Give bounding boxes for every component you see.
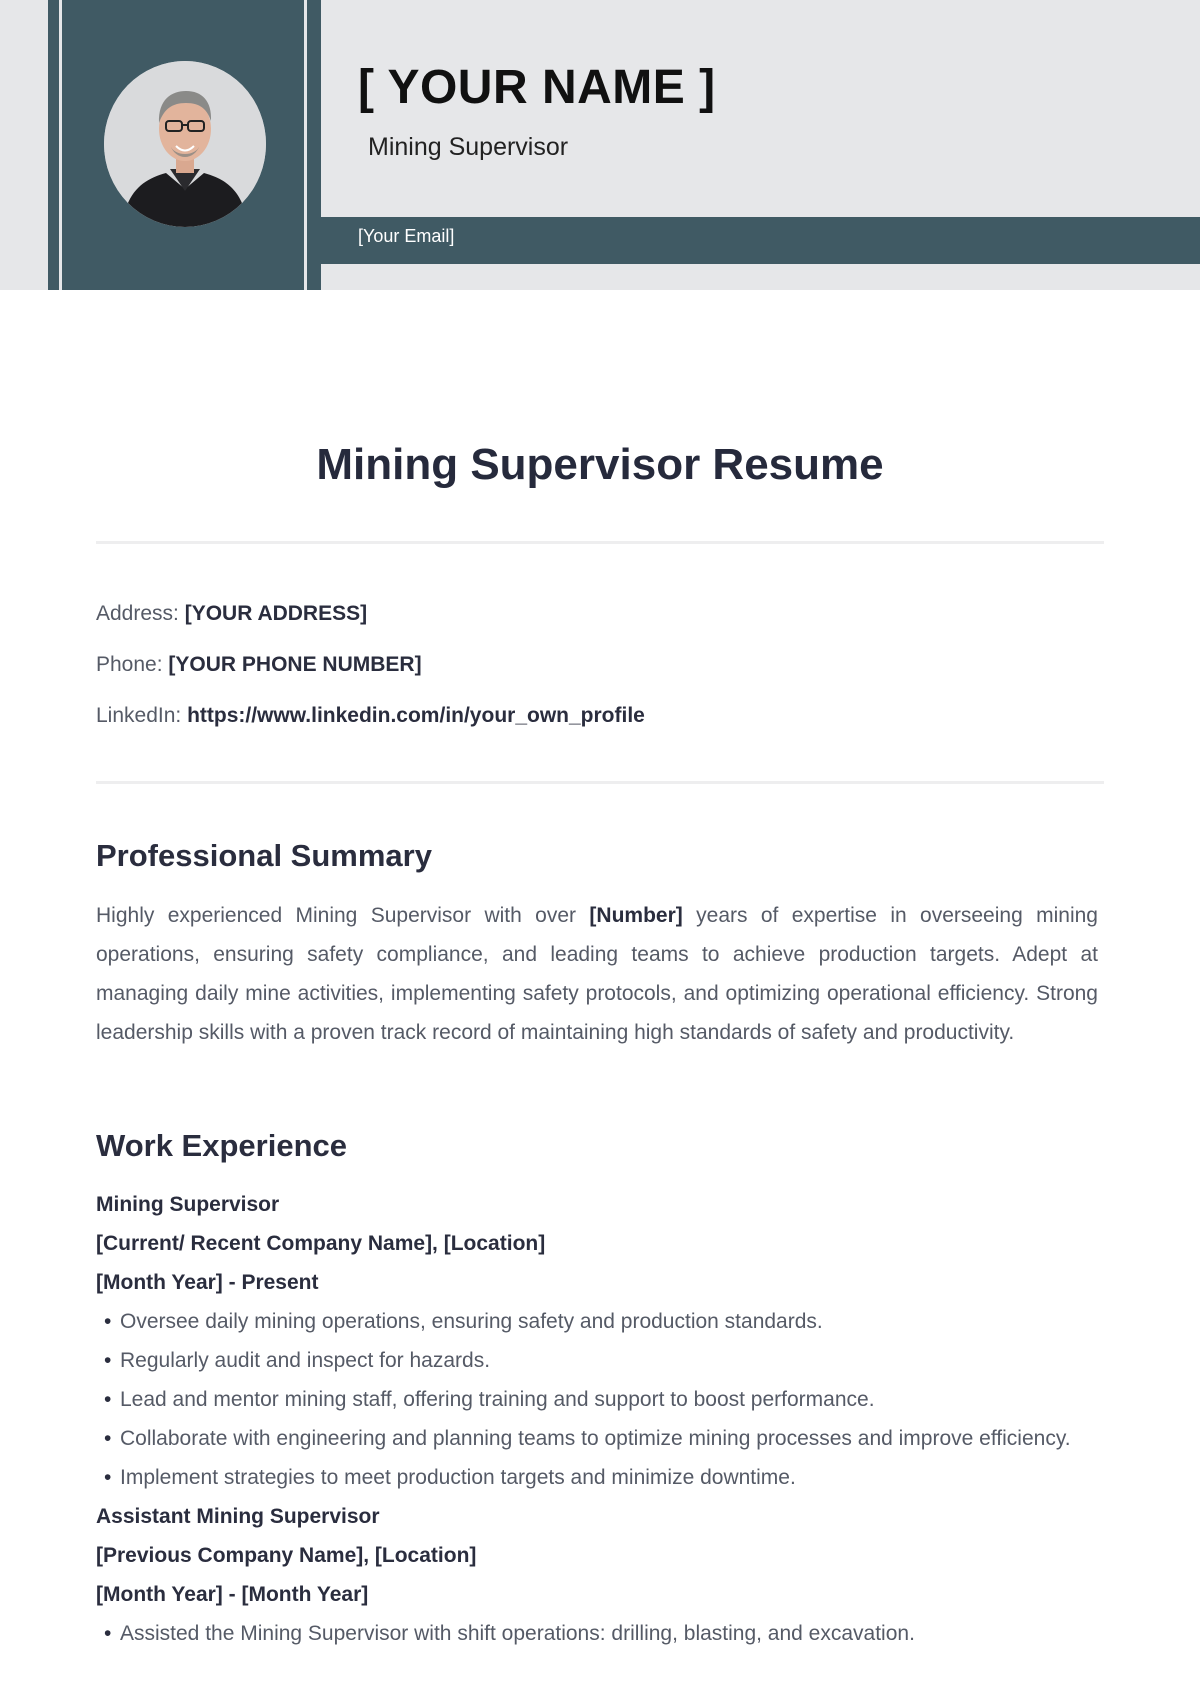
- contact-linkedin: [96, 704, 645, 728]
- phone-value: [YOUR PHONE NUMBER]: [168, 653, 422, 676]
- summary-text-after: years of expertise in overseeing mining operations, ensuring safety compliance, and leading teams to achieve production targets. Adept at managing daily mine activities, implementing safety protocols, and optimizing operational efficiency. Strong leadership skills with a proven track record of maintaining high standards of safety and productivity.: [96, 904, 1098, 1044]
- side-band-divider-right: [304, 0, 307, 290]
- candidate-role: Mining Supervisor: [368, 133, 569, 161]
- job-duties: [96, 1302, 1104, 1497]
- address-label: Address:: [96, 602, 179, 625]
- contact-address: [96, 602, 367, 626]
- job-position: Assistant Mining Supervisor: [96, 1505, 380, 1528]
- address-value: [YOUR ADDRESS]: [184, 602, 368, 625]
- summary-heading: Professional Summary: [96, 838, 432, 873]
- duty-item: • Assisted the Mining Supervisor with shift operations: drilling, blasting, and excavation.: [120, 1614, 1104, 1653]
- divider: [96, 781, 1104, 784]
- job-duties: [96, 1614, 1104, 1653]
- summary-text-before: Highly experienced Mining Supervisor with over: [96, 904, 577, 927]
- divider: [96, 541, 1104, 544]
- person-photo-icon: [104, 61, 266, 227]
- contact-phone: [96, 653, 422, 677]
- phone-label: Phone:: [96, 653, 163, 676]
- job-dates: [Month Year] - Present: [96, 1271, 319, 1294]
- document-title: Mining Supervisor Resume: [316, 440, 884, 489]
- work-heading: Work Experience: [96, 1128, 347, 1163]
- profile-photo: [104, 61, 266, 227]
- duty-item: • Lead and mentor mining staff, offering training and support to boost performance.: [120, 1380, 1104, 1419]
- duty-item: • Collaborate with engineering and planning teams to optimize mining processes and improve efficiency.: [120, 1419, 1104, 1458]
- summary-number: [Number]: [589, 904, 683, 927]
- duty-item: • Implement strategies to meet production targets and minimize downtime.: [120, 1458, 1104, 1497]
- job-dates: [Month Year] - [Month Year]: [96, 1583, 369, 1606]
- duty-item: • Oversee daily mining operations, ensuring safety and production standards.: [120, 1302, 1104, 1341]
- job-entry: [96, 1185, 1104, 1653]
- candidate-name: [ YOUR NAME ]: [358, 61, 716, 114]
- duty-item: • Regularly audit and inspect for hazards.: [120, 1341, 1104, 1380]
- job-position: Mining Supervisor: [96, 1193, 280, 1216]
- resume-header: [0, 0, 1200, 290]
- side-band-divider-left: [59, 0, 62, 290]
- summary-paragraph: [96, 896, 1098, 1052]
- linkedin-link[interactable]: https://www.linkedin.com/in/your_own_profile: [187, 704, 645, 727]
- linkedin-label: LinkedIn:: [96, 704, 182, 727]
- job-company: [Previous Company Name], [Location]: [96, 1544, 477, 1567]
- job-company: [Current/ Recent Company Name], [Location]: [96, 1232, 546, 1255]
- email-field: [Your Email]: [358, 226, 455, 246]
